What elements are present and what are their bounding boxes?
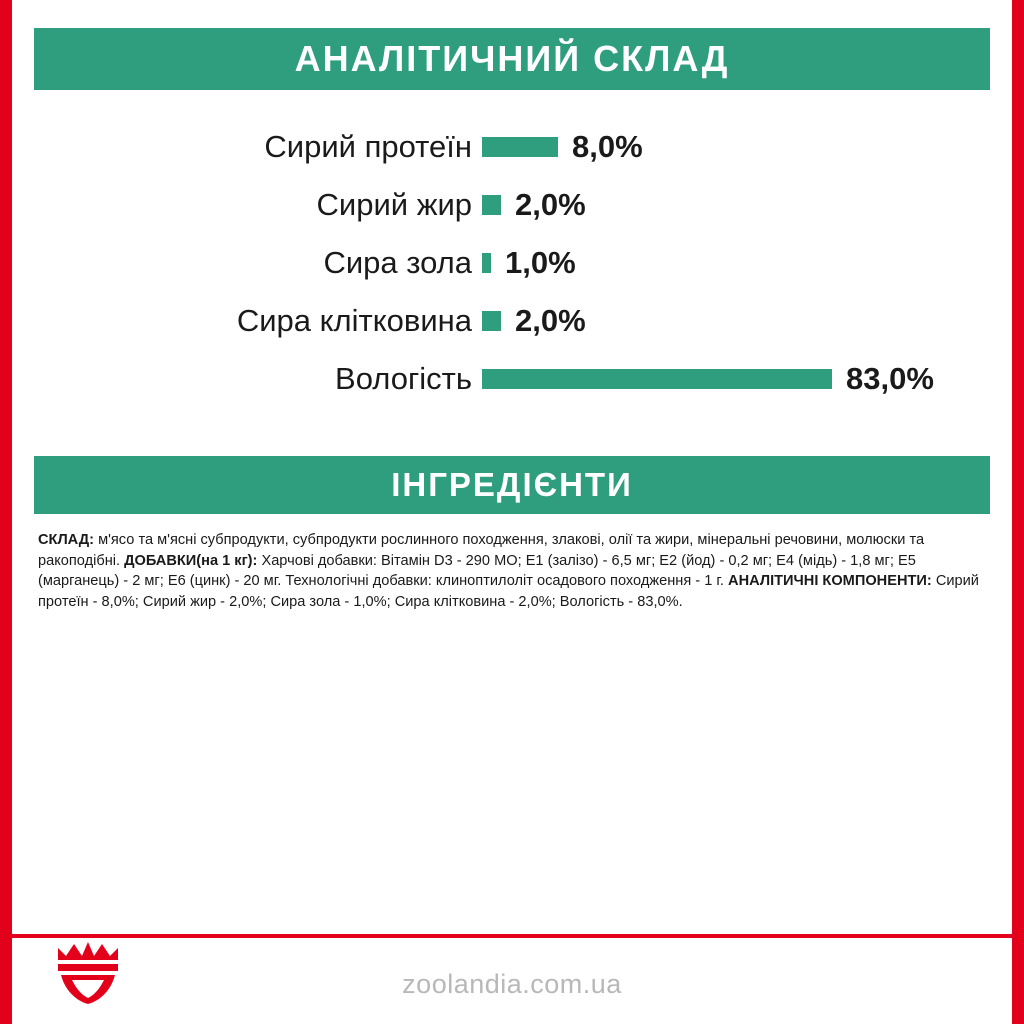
chart-row-label: Сира клітковина [236,303,472,338]
right-red-rail [1012,0,1024,1024]
chart-row-value: 2,0% [515,187,586,222]
chart-row-label: Сирий жир [316,187,472,222]
ingredients-label-additives: ДОБАВКИ(на 1 кг): [124,552,258,569]
ingredients-label-sklad: СКЛАД: [38,532,95,548]
chart-row [12,118,1012,176]
bottom-red-rule [12,934,1012,938]
analytic-composition-chart [12,118,1012,428]
chart-bar [482,137,558,157]
ingredients-label-analytic-components: АНАЛІТИЧНІ КОМПОНЕНТИ: [728,573,932,590]
ingredients-paragraph [38,530,986,613]
chart-row-value: 8,0% [572,129,643,164]
chart-bar [482,369,832,389]
left-red-rail [0,0,12,1024]
chart-row-value: 2,0% [515,303,586,338]
analytic-composition-header: АНАЛІТИЧНИЙ СКЛАД [34,28,990,90]
chart-row [12,350,1012,408]
chart-row [12,176,1012,234]
ingredients-part-3: Сирий протеїн - 8,0%; Сирий жир - 2,0%; Сира зола - 1,0%; Сира клітковина - 2,0%; Вологість - 83,0%. [38,573,979,611]
chart-bar-wrap [482,245,576,281]
chart-row-label: Сирий протеїн [264,129,472,164]
ingredients-part-2: Харчові добавки: Вітамін D3 - 290 МО; Е1 (залізо) - 6,5 мг; Е2 (йод) - 0,2 мг; Е4 (мідь) - 1,8 мг; Е5 (марганець) - 2 мг; Е6 (цинк) - 20 мг. Технологічні добавки: клиноптилоліт осадового походження - 1 г. [38,552,916,590]
ingredients-header: ІНГРЕДІЄНТИ [34,456,990,514]
chart-row-label: Вологість [335,361,472,396]
chart-row-value: 83,0% [846,361,934,396]
chart-bar [482,311,501,331]
chart-row [12,234,1012,292]
ingredients-part-1: м'ясо та м'ясні субпродукти, субпродукти рослинного походження, злакові, олії та жири, мінеральні речовини, молюски та ракоподібні. [38,532,925,569]
chart-bar-wrap [482,129,643,165]
chart-bar-wrap [482,303,586,339]
chart-bar [482,195,501,215]
chart-row [12,292,1012,350]
chart-bar-wrap [482,361,934,397]
page-content [12,0,1012,1024]
site-watermark: zoolandia.com.ua [402,969,622,999]
chart-bar [482,253,491,273]
chart-bar-wrap [482,187,586,223]
chart-row-value: 1,0% [505,245,576,280]
chart-row-label: Сира зола [323,245,472,280]
